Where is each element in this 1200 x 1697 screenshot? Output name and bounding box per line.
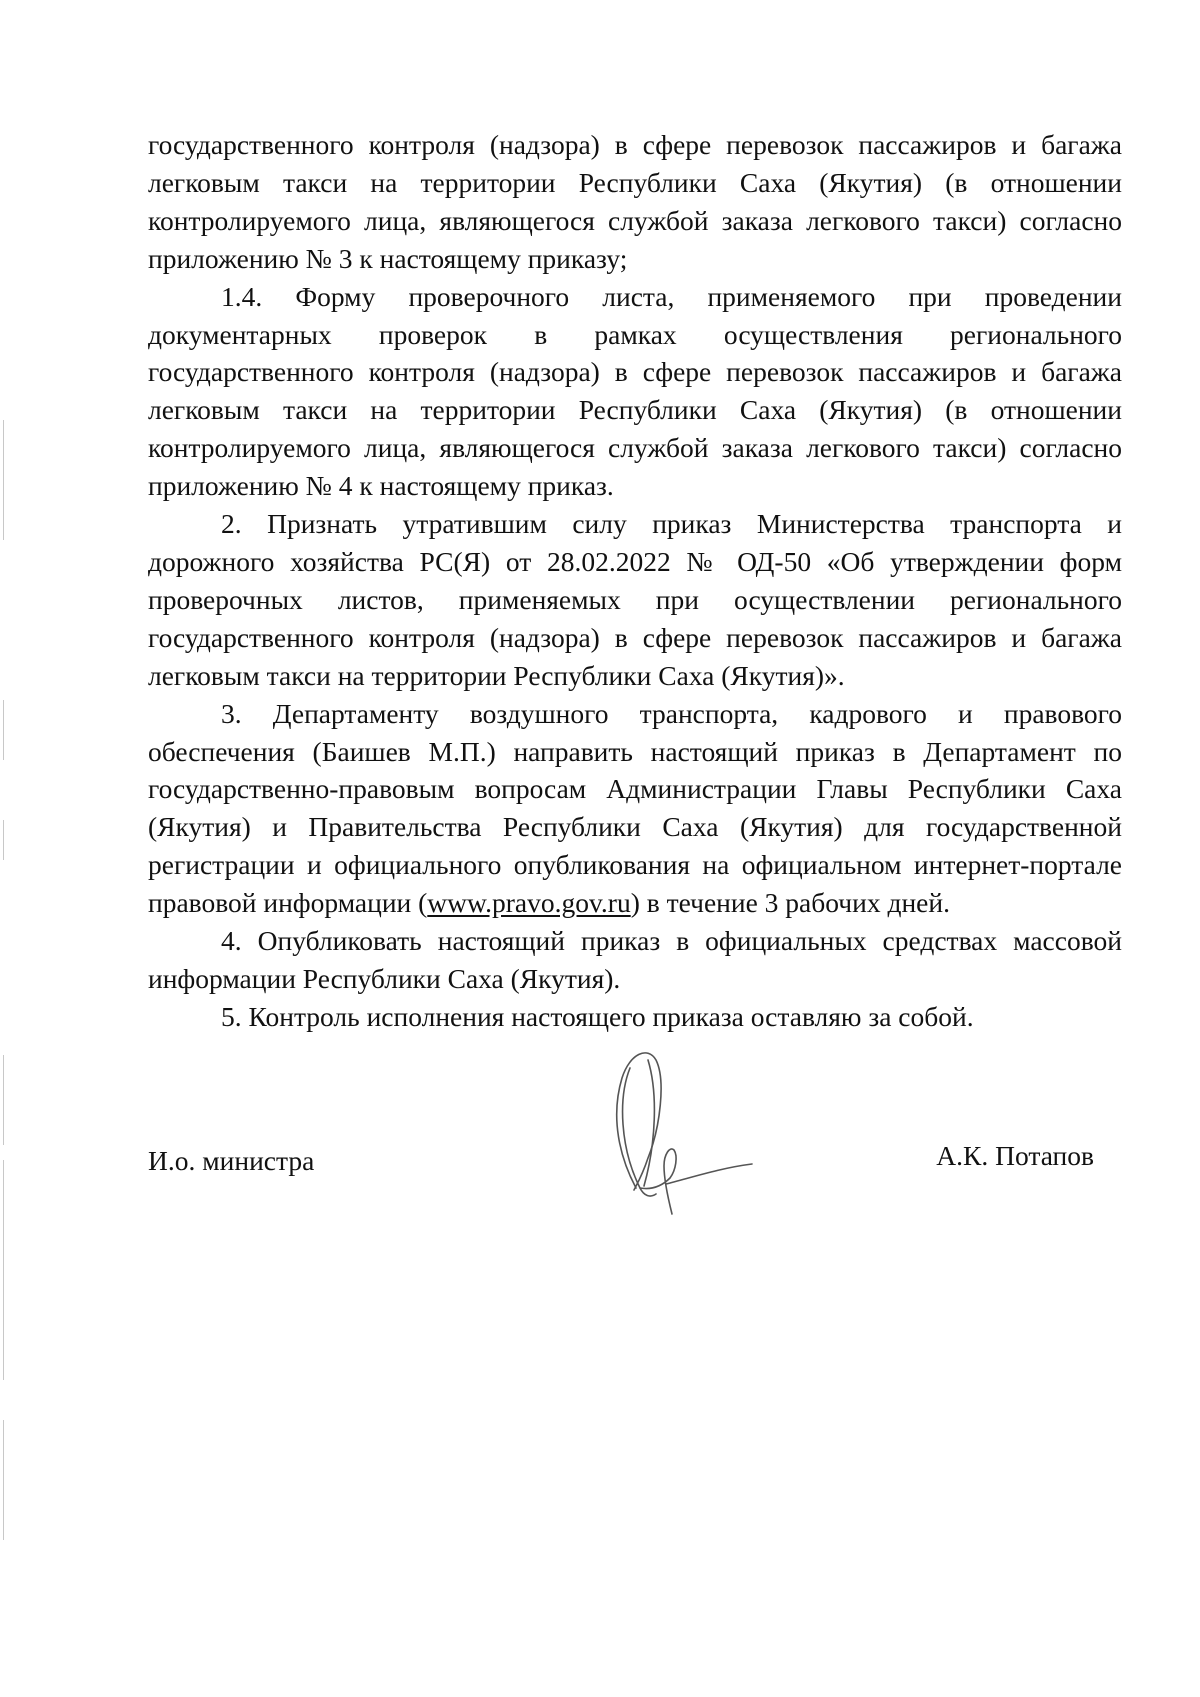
- handwritten-signature: [600, 1038, 780, 1218]
- paragraph-item-3-text-before: 3. Департаменту воздушного транспорта, кадрового и правового обеспечения (Баишев М.П.) направить настоящий приказ в Департамент по государственно-правовым вопросам Администрации Главы Республики Саха (Якутия) и Правительства Республики Саха (Якутия) для государственной регистрации и официального опубликования на официальном интернет-портале правовой информации (: [148, 697, 1122, 919]
- document-body: [148, 126, 1122, 1036]
- pravo-gov-link[interactable]: www.pravo.gov.ru: [427, 887, 631, 919]
- paragraph-item-3: [148, 695, 1122, 922]
- signatory-title: И.о. министра: [148, 1145, 315, 1176]
- scan-edge-marks: [3, 0, 5, 1697]
- paragraph-item-1-4: 1.4. Форму проверочного листа, применяемого при проведении документарных проверок в рамках осуществления регионального государственного контроля (надзора) в сфере перевозок пассажиров и багажа легковым такси на территории Республики Саха (Якутия) (в отношении контролируемого лица, являющегося службой заказа легкового такси) согласно приложению № 4 к настоящему приказ.: [148, 280, 1122, 502]
- paragraph-continuation: государственного контроля (надзора) в сфере перевозок пассажиров и багажа легковым такси на территории Республики Саха (Якутия) (в отношении контролируемого лица, являющегося службой заказа легкового такси) согласно приложению № 3 к настоящему приказу;: [148, 129, 1122, 274]
- paragraph-item-2: 2. Признать утратившим силу приказ Министерства транспорта и дорожного хозяйства РС(Я) от 28.02.2022 № ОД-50 «Об утверждении форм проверочных листов, применяемых при осуществлении регионального государственного контроля (надзора) в сфере перевозок пассажиров и багажа легковым такси на территории Республики Саха (Якутия)».: [148, 508, 1122, 691]
- paragraph-item-4: 4. Опубликовать настоящий приказ в официальных средствах массовой информации Республики Саха (Якутия).: [148, 925, 1122, 994]
- signatory-name: А.К. Потапов: [936, 1140, 1094, 1171]
- paragraph-item-5: 5. Контроль исполнения настоящего приказа оставляю за собой.: [221, 1000, 974, 1032]
- paragraph-item-3-text-after: ) в течение 3 рабочих дней.: [630, 887, 950, 919]
